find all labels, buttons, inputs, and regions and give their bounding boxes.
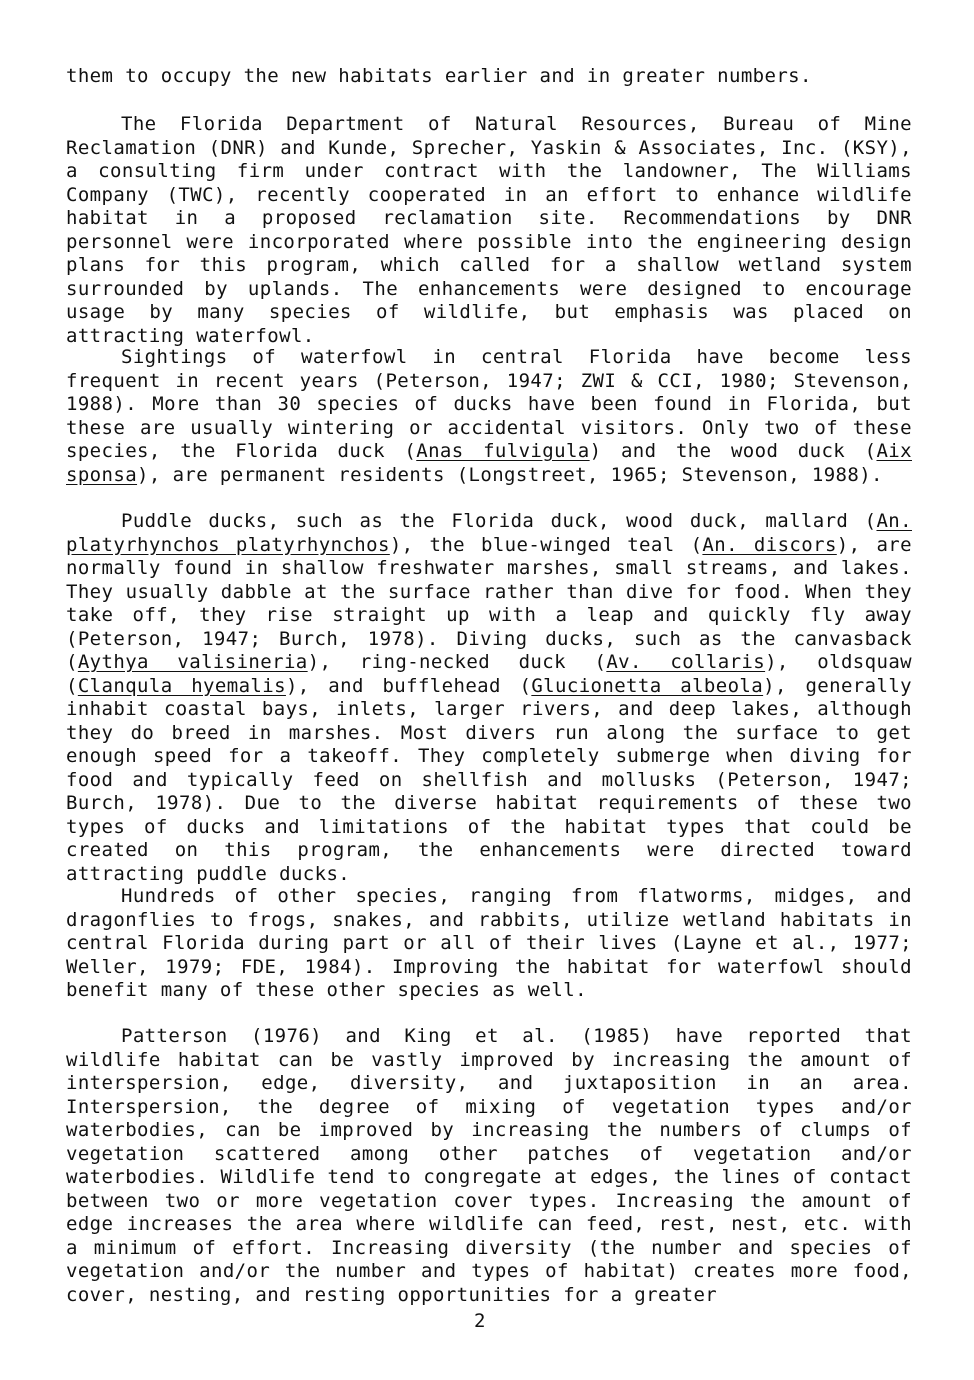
text-run: ) and the wood duck ( (589, 440, 877, 462)
species-name: Aythya valisineria (77, 651, 308, 673)
paragraph-dnr-ksy-cooperation (66, 113, 912, 348)
paragraph-waterfowl-sightings (66, 346, 912, 487)
text-run: ), oldsquaw ( (66, 651, 913, 697)
species-name: Glucionetta albeola (531, 674, 764, 697)
species-name: Anas fulvigula (416, 440, 590, 462)
page-number: 2 (474, 1310, 486, 1332)
paragraph-continuation (66, 65, 912, 89)
text-run: The Florida Department of Natural Resources, Bureau of Mine Reclamation (DNR) and Kunde, Sprecher, Yaskin & Associates, Inc. (KSY), a consulting firm under contract with the landowner, The Williams Company (TWC), recently cooperated in an effort to enhance wildlife habitat in a proposed reclamation site. Recommendations by DNR personnel were incorporated where possible into the engineering design plans for this program, which called for a shallow wetland system surrounded by uplands. The enhancements were designed to encourage usage by many species of wildlife, but emphasis was placed on attracting waterfowl. (66, 113, 912, 347)
paragraph-interspersion-edge-diversity (66, 1025, 912, 1307)
text-run: ), are permanent residents (Longstreet, 1965; Stevenson, 1988). (137, 463, 883, 486)
paragraph-text (66, 1025, 912, 1307)
species-name: Clanqula hyemalis (77, 674, 286, 697)
text-run: Puddle ducks, such as the Florida duck, wood duck, mallard ( (121, 510, 877, 532)
paragraph-text (66, 65, 912, 89)
species-name: An. discors (702, 533, 837, 556)
paragraph-puddle-and-diving-ducks (66, 510, 912, 886)
text-run: Patterson (1976) and King et al. (1985) have reported that wildlife habitat can be vastly improved by increasing the amount of interspersion, edge, diversity, and juxtaposition in an area. Interspersion, the degree of mixing of vegetation types and/or waterbodies, can be improved by increasing the numbers of clumps of vegetation scattered among other patches of vegetation and/or waterbodies. Wildlife tend to congregate at edges, the lines of contact between two or more vegetation cover types. Increasing the amount of edge increases the area where wildlife can feed, rest, nest, etc. with a minimum of effort. Increasing diversity (the number and species of vegetation and/or the number and types of habitat) creates more food, cover, nesting, and resting opportunities for a greater (66, 1025, 912, 1306)
text-run: ), and bufflehead ( (285, 674, 532, 697)
text-run: ), generally inhabit coastal bays, inlets, larger rivers, and deep lakes, although they do breed in marshes. Most divers run along the surface to get enough speed for a takeoff. They completely submerge when diving for food and typically feed on shellfish and mollusks (Peterson, 1947; Burch, 1978). Due to the diverse habitat requirements of these two types of ducks and limitations of the habitat types that could be created on this program, the enhancements were directed toward attracting puddle ducks. (66, 674, 912, 885)
text-run: them to occupy the new habitats earlier and in greater numbers. (66, 65, 812, 87)
paragraph-other-species (66, 885, 912, 1003)
text-run: ), are normally found in shallow freshwater marshes, small streams, and lakes. They usually dabble at the surface rather than dive for food. When they take off, they rise straight up with a leap and quickly fly away (Peterson, 1947; Burch, 1978). Diving ducks, such as the canvasback ( (66, 533, 912, 673)
paragraph-text (66, 346, 912, 487)
paragraph-text (66, 113, 912, 348)
text-run: Sightings of waterfowl in central Florida have become less frequent in recent years (Peterson, 1947; ZWI & CCI, 1980; Stevenson, 1988). More than 30 species of ducks have been found in Florida, but these are usually wintering or accidental visitors. Only two of these species, the Florida duck ( (66, 346, 912, 462)
text-run: ), ring-necked duck ( (307, 651, 607, 673)
paragraph-text (66, 510, 912, 886)
species-name: Av. collaris (606, 651, 766, 673)
text-run: ), the blue-winged teal ( (389, 533, 703, 556)
species-name: An. platyrhynchos platyrhynchos (66, 510, 912, 556)
species-name: Aix sponsa (66, 440, 912, 486)
text-run: Hundreds of other species, ranging from flatworms, midges, and dragonflies to frogs, snakes, and rabbits, utilize wetland habitats in central Florida during part or all of their lives (Layne et al., 1977; Weller, 1979; FDE, 1984). Improving the habitat for waterfowl should benefit many of these other species as well. (66, 885, 912, 1001)
paragraph-text (66, 885, 912, 1003)
